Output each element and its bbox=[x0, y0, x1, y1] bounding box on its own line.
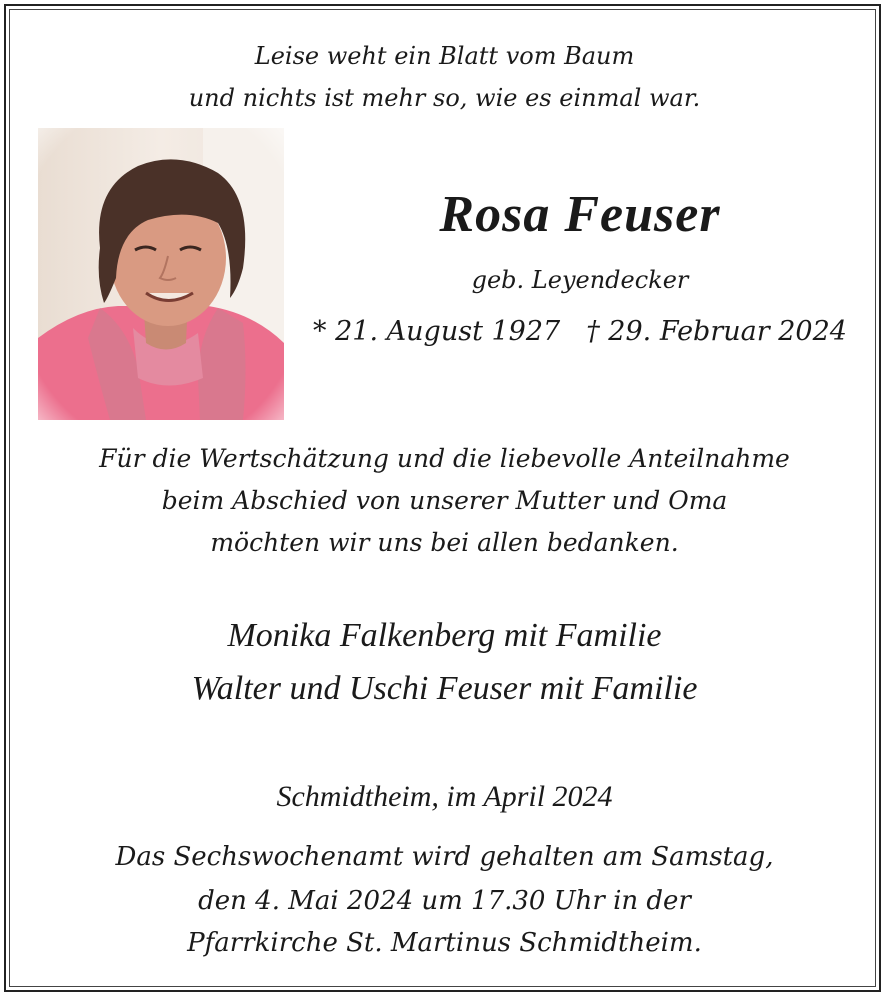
death-date: † 29. Februar 2024 bbox=[586, 316, 847, 347]
motto-line-2: und nichts ist mehr so, wie es einmal war. bbox=[188, 84, 701, 112]
family-line-2: Walter und Uschi Feuser mit Familie bbox=[191, 670, 698, 707]
service-line-2: den 4. Mai 2024 um 17.30 Uhr in der bbox=[198, 886, 691, 916]
thanks-line-3: möchten wir uns bei allen bedanken. bbox=[210, 528, 679, 557]
motto-line-1: Leise weht ein Blatt vom Baum bbox=[254, 42, 635, 70]
birth-date: * 21. August 1927 bbox=[313, 316, 561, 347]
thanks-line-1: Für die Wertschätzung und die liebevolle Anteilnahme bbox=[99, 444, 790, 473]
birth-name: geb. Leyendecker bbox=[471, 266, 689, 294]
thanks-line-2: beim Abschied von unserer Mutter und Oma bbox=[161, 486, 728, 515]
life-dates bbox=[300, 312, 860, 352]
service-line-3: Pfarrkirche St. Martinus Schmidtheim. bbox=[187, 928, 702, 958]
family-line-1: Monika Falkenberg mit Familie bbox=[227, 617, 662, 654]
service-line-1: Das Sechswochenamt wird gehalten am Samstag, bbox=[115, 842, 774, 872]
place-date: Schmidtheim, im April 2024 bbox=[276, 780, 613, 813]
deceased-name: Rosa Feuser bbox=[439, 186, 721, 243]
portrait-photo bbox=[38, 128, 284, 420]
